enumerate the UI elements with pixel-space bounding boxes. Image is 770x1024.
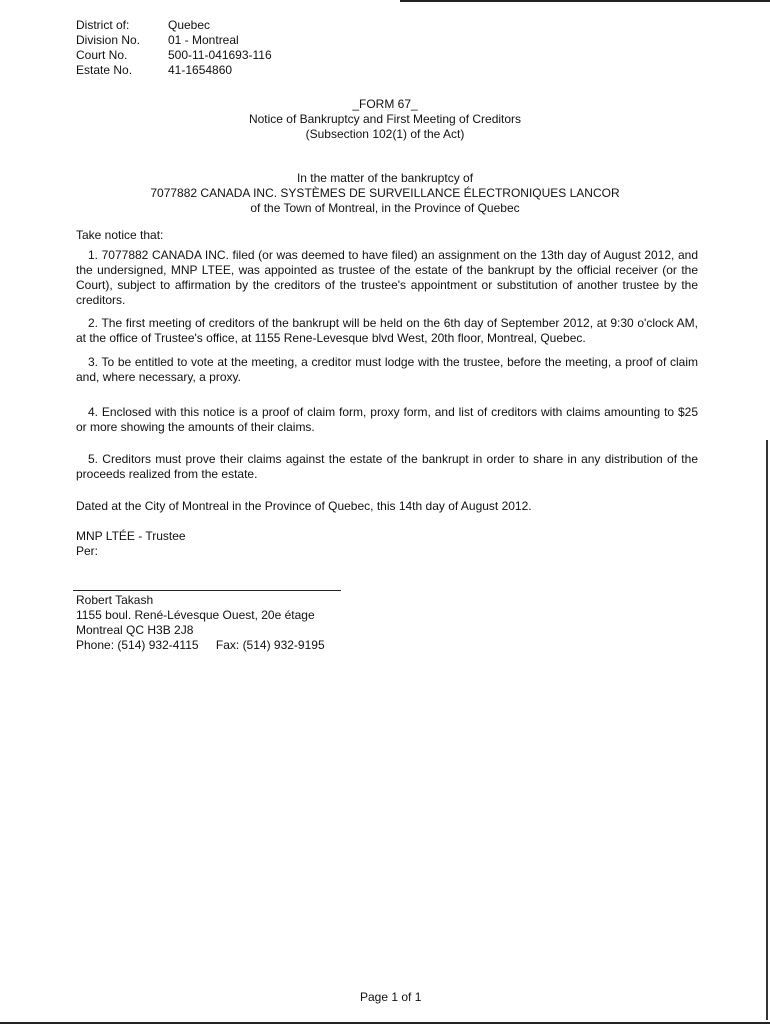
contact-address-2: Montreal QC H3B 2J8 xyxy=(76,623,194,637)
matter-block xyxy=(120,171,650,216)
form-subsection: (Subsection 102(1) of the Act) xyxy=(305,127,465,141)
paragraph-5-text: 5. Creditors must prove their claims against the estate of the bankrupt in order to share in any distribution of the proceeds realized from the estate. xyxy=(76,452,698,481)
district-value: Quebec xyxy=(168,18,211,32)
paragraph-1-text: 1. 7077882 CANADA INC. filed (or was deemed to have filed) an assignment on the 13th day of August 2012, and the undersigned, MNP LTEE, was appointed as trustee of the estate of the bankrupt by the official receiver (or the Court), subject to affirmation by the creditors of the trustee's appointment or substitution of another trustee by the creditors. xyxy=(76,248,698,307)
matter-line-2: 7077882 CANADA INC. SYSTÈMES DE SURVEILLANCE ÉLECTRONIQUES LANCOR xyxy=(150,186,620,200)
paragraph-1 xyxy=(76,248,698,308)
division-label: Division No. xyxy=(76,33,141,47)
matter-line-1: In the matter of the bankruptcy of xyxy=(296,171,474,185)
page-number: Page 1 of 1 xyxy=(360,990,422,1004)
court-row xyxy=(76,48,272,63)
per-label: Per: xyxy=(76,544,99,558)
contact-fax: Fax: (514) 932-9195 xyxy=(215,638,325,652)
district-label: District of: xyxy=(76,18,130,32)
division-value: 01 - Montreal xyxy=(168,33,239,47)
paragraph-2-text: 2. The first meeting of creditors of the bankrupt will be held on the 6th day of September 2012, at 9:30 o'clock AM, at the office of Trustee's office, at 1155 Rene-Levesque blvd West, 20th floor, Montreal, Quebec. xyxy=(76,316,698,345)
paragraph-5 xyxy=(76,452,698,482)
court-value: 500-11-041693-116 xyxy=(168,48,272,62)
paragraph-4-text: 4. Enclosed with this notice is a proof of claim form, proxy form, and list of creditors with claims amounting to $25 or more showing the amounts of their claims. xyxy=(76,405,698,434)
form-subtitle: Notice of Bankruptcy and First Meeting of Creditors xyxy=(248,112,522,126)
division-row xyxy=(76,33,272,48)
take-notice: Take notice that: xyxy=(76,228,164,242)
estate-label: Estate No. xyxy=(76,63,133,77)
scan-edge-top xyxy=(400,0,770,2)
contact-address-1: 1155 boul. René-Lévesque Ouest, 20e étage xyxy=(76,608,315,622)
court-label: Court No. xyxy=(76,48,128,62)
district-row xyxy=(76,18,272,33)
paragraph-2 xyxy=(76,316,698,346)
contact-block xyxy=(76,593,325,653)
contact-phone: Phone: (514) 932-4115 xyxy=(76,638,199,652)
paragraph-3 xyxy=(76,355,698,385)
form-heading xyxy=(120,97,650,142)
estate-row xyxy=(76,63,272,78)
scan-edge-right xyxy=(766,440,768,1020)
paragraph-3-text: 3. To be entitled to vote at the meeting, a creditor must lodge with the trustee, before the meeting, a proof of claim and, where necessary, a proxy. xyxy=(76,355,698,384)
estate-value: 41-1654860 xyxy=(168,63,233,77)
dated-line: Dated at the City of Montreal in the Province of Quebec, this 14th day of August 2012. xyxy=(76,499,532,513)
contact-name: Robert Takash xyxy=(76,593,154,607)
signature-line xyxy=(73,590,341,591)
form-title: _FORM 67_ xyxy=(352,97,418,111)
paragraph-4 xyxy=(76,405,698,435)
case-info-header xyxy=(76,18,272,78)
contact-phones xyxy=(76,638,325,653)
trustee-firm: MNP LTÉE - Trustee xyxy=(76,529,186,543)
signature-block xyxy=(76,529,186,559)
matter-line-3: of the Town of Montreal, in the Province of Quebec xyxy=(250,201,520,215)
